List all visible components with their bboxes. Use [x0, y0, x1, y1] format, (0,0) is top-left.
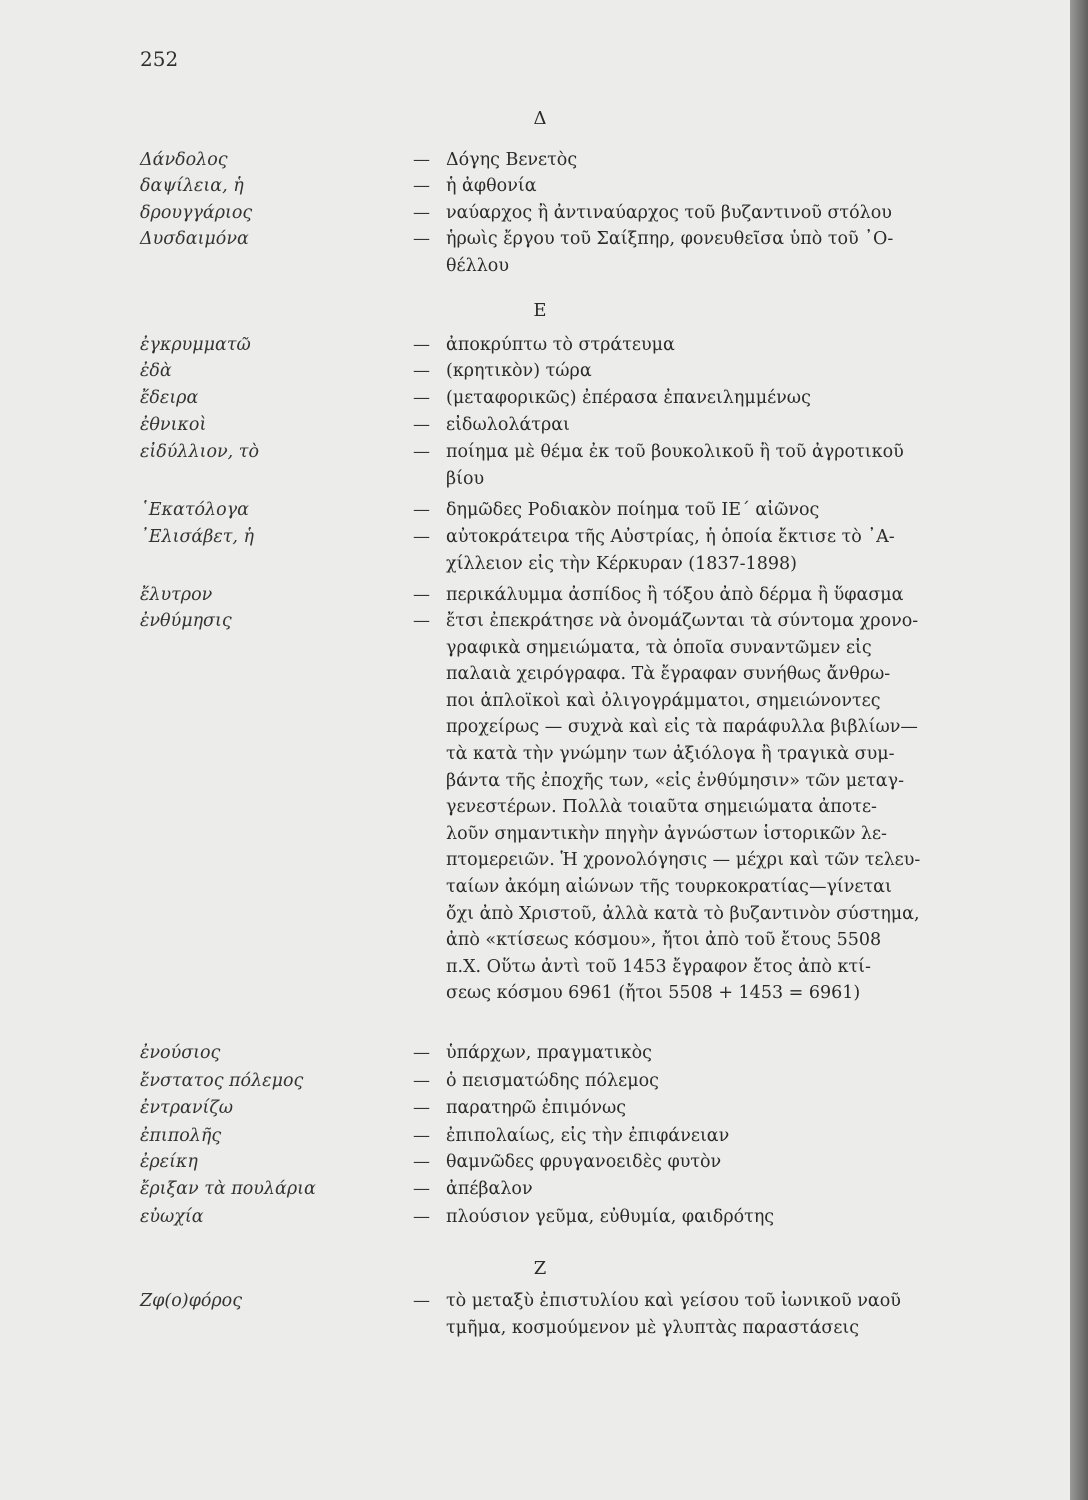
- definition-line: θαμνῶδες φρυγανοειδὲς φυτὸν: [446, 1152, 722, 1172]
- glossary-definition: [446, 358, 964, 385]
- entry-dash: —: [413, 1152, 430, 1172]
- glossary-term: δαψίλεια, ἡ: [140, 176, 244, 196]
- entry-dash: —: [413, 415, 430, 435]
- glossary-definition: [446, 1176, 964, 1203]
- definition-line: ἀπὸ «κτίσεως κόσμου», ἤτοι ἀπὸ τοῦ ἔτους 5508: [446, 930, 882, 951]
- entry-dash: —: [413, 1043, 430, 1063]
- glossary-definition: [446, 582, 964, 609]
- glossary-term: ἐδὰ: [140, 361, 172, 381]
- section-heading-letter: Ζ: [533, 1258, 547, 1279]
- glossary-term: Ζφ(ο)φόρος: [140, 1291, 243, 1311]
- definition-line: τὰ κατὰ τὴν γνώμην των ἀξιόλογα ἢ τραγικὰ συμ-: [446, 743, 895, 764]
- entry-dash: —: [413, 1126, 430, 1146]
- definition-line: περικάλυμμα ἀσπίδος ἢ τόξου ἀπὸ δέρμα ἢ ὕφασμα: [446, 585, 904, 605]
- section-heading-letter: Δ: [533, 108, 547, 129]
- glossary-definition: [446, 1040, 964, 1067]
- definition-line: χίλλειον εἰς τὴν Κέρκυραν (1837-1898): [446, 553, 797, 574]
- entry-dash: —: [413, 176, 430, 196]
- glossary-definition: [446, 1149, 964, 1176]
- entry-dash: —: [413, 335, 430, 355]
- entry-dash: —: [413, 442, 430, 462]
- definition-line: ναύαρχος ἢ ἀντιναύαρχος τοῦ βυζαντινοῦ στόλου: [446, 203, 892, 223]
- definition-line: γραφικὰ σημειώματα, τὰ ὁποῖα συναντῶμεν εἰς: [446, 637, 872, 658]
- glossary-definition: [446, 200, 964, 227]
- definition-line: λοῦν σημαντικὴν πηγὴν ἀγνώστων ἱστορικῶν λε-: [446, 823, 887, 844]
- definition-line: ὑπάρχων, πραγματικὸς: [446, 1043, 652, 1063]
- entry-dash: —: [413, 1179, 430, 1199]
- definition-line: σεως κόσμου 6961 (ἤτοι 5508 + 1453 = 6961): [446, 983, 861, 1004]
- glossary-term: εὐωχία: [140, 1207, 204, 1227]
- glossary-term: ἐπιπολῆς: [140, 1126, 222, 1146]
- glossary-term: Δάνδολος: [140, 150, 228, 170]
- entry-dash: —: [413, 388, 430, 408]
- definition-line: πτομερειῶν. Ἡ χρονολόγησις — μέχρι καὶ τῶν τελευ-: [446, 850, 921, 871]
- glossary-term: Δυσδαιμόνα: [140, 229, 249, 249]
- glossary-term: ἐγκρυμματῶ: [140, 335, 251, 355]
- definition-line: ἡ ἀφθονία: [446, 176, 537, 196]
- definition-line: γενεστέρων. Πολλὰ τοιαῦτα σημειώματα ἀποτε-: [446, 797, 877, 818]
- glossary-term: εἰδύλλιον, τὸ: [140, 442, 259, 462]
- definition-line: παρατηρῶ ἐπιμόνως: [446, 1098, 627, 1118]
- entry-dash: —: [413, 229, 430, 249]
- glossary-definition: [446, 608, 964, 1007]
- entry-dash: —: [413, 585, 430, 605]
- page-edge-shadow: [1070, 0, 1088, 1500]
- glossary-term: ἔριξαν τὰ πουλάρια: [140, 1179, 316, 1199]
- definition-line: ἡρωὶς ἔργου τοῦ Σαίξπηρ, φονευθεῖσα ὑπὸ τοῦ ᾿Ο-: [446, 229, 894, 249]
- definition-line: ἀπέβαλον: [446, 1179, 533, 1199]
- definition-line: πλούσιον γεῦμα, εὐθυμία, φαιδρότης: [446, 1207, 775, 1227]
- glossary-definition: [446, 412, 964, 439]
- definition-line: αὐτοκράτειρα τῆς Αὐστρίας, ἡ ὁποία ἔκτισε τὸ ᾿Α-: [446, 527, 895, 547]
- page-number: 252: [140, 47, 179, 71]
- glossary-definition: [446, 1204, 964, 1231]
- definition-line: ἔτσι ἐπεκράτησε νὰ ὀνομάζωνται τὰ σύντομα χρονο-: [446, 611, 919, 631]
- definition-line: (κρητικὸν) τώρα: [446, 361, 592, 381]
- definition-line: π.Χ. Οὕτω ἀντὶ τοῦ 1453 ἔγραφον ἔτος ἀπὸ κτί-: [446, 956, 871, 977]
- glossary-term: ῾Εκατόλογα: [140, 500, 249, 520]
- glossary-term: ἔλυτρον: [140, 585, 213, 605]
- definition-line: βίου: [446, 468, 485, 489]
- glossary-term: ἐντρανίζω: [140, 1098, 234, 1118]
- glossary-definition: [446, 226, 964, 279]
- definition-line: εἰδωλολάτραι: [446, 415, 570, 435]
- definition-line: ταίων ἀκόμη αἰώνων τῆς τουρκοκρατίας—γίνεται: [446, 876, 892, 897]
- glossary-term: δρουγγάριος: [140, 203, 253, 223]
- entry-dash: —: [413, 361, 430, 381]
- entry-dash: —: [413, 203, 430, 223]
- entry-dash: —: [413, 1071, 430, 1091]
- definition-line: προχείρως — συχνὰ καὶ εἰς τὰ παράφυλλα βιβλίων—: [446, 717, 918, 738]
- glossary-term: ᾿Ελισάβετ, ἡ: [140, 527, 255, 547]
- definition-line: (μεταφορικῶς) ἐπέρασα ἐπανειλημμένως: [446, 388, 811, 408]
- glossary-definition: [446, 524, 964, 577]
- glossary-definition: [446, 173, 964, 200]
- glossary-definition: [446, 1123, 964, 1150]
- entry-dash: —: [413, 1207, 430, 1227]
- glossary-definition: [446, 385, 964, 412]
- definition-line: παλαιὰ χειρόγραφα. Τὰ ἔγραφαν συνήθως ἄνθρω-: [446, 664, 891, 685]
- definition-line: τμῆμα, κοσμούμενον μὲ γλυπτὰς παραστάσεις: [446, 1317, 860, 1338]
- glossary-term: ἐρείκη: [140, 1152, 198, 1172]
- definition-line: δημῶδες Ροδιακὸν ποίημα τοῦ ΙΕ΄ αἰῶνος: [446, 500, 820, 520]
- glossary-definition: [446, 1095, 964, 1122]
- definition-line: ποίημα μὲ θέμα ἐκ τοῦ βουκολικοῦ ἢ τοῦ ἀγροτικοῦ: [446, 442, 904, 462]
- glossary-definition: [446, 1068, 964, 1095]
- glossary-definition: [446, 439, 964, 492]
- definition-line: τὸ μεταξὺ ἐπιστυλίου καὶ γείσου τοῦ ἰωνικοῦ ναοῦ: [446, 1291, 901, 1311]
- glossary-definition: [446, 1288, 964, 1341]
- definition-line: ποι ἁπλοϊκοὶ καὶ ὀλιγογράμματοι, σημειώνοντες: [446, 690, 881, 711]
- definition-line: ἐπιπολαίως, εἰς τὴν ἐπιφάνειαν: [446, 1126, 730, 1146]
- definition-line: Δόγης Βενετὸς: [446, 150, 578, 170]
- definition-line: ἀποκρύπτω τὸ στράτευμα: [446, 335, 675, 355]
- glossary-term: ἐθνικοὶ: [140, 415, 207, 435]
- definition-line: θέλλου: [446, 255, 509, 276]
- entry-dash: —: [413, 500, 430, 520]
- section-heading-letter: Ε: [533, 300, 547, 321]
- glossary-definition: [446, 147, 964, 174]
- entry-dash: —: [413, 527, 430, 547]
- glossary-definition: [446, 332, 964, 359]
- entry-dash: —: [413, 150, 430, 170]
- entry-dash: —: [413, 1098, 430, 1118]
- glossary-term: ἔδειρα: [140, 388, 199, 408]
- entry-dash: —: [413, 611, 430, 631]
- glossary-term: ἐνούσιος: [140, 1043, 221, 1063]
- glossary-term: ἔνστατος πόλεμος: [140, 1071, 304, 1091]
- definition-line: βάντα τῆς ἐποχῆς των, «εἰς ἐνθύμησιν» τῶν μεταγ-: [446, 770, 904, 791]
- entry-dash: —: [413, 1291, 430, 1311]
- definition-line: ὁ πεισματώδης πόλεμος: [446, 1071, 659, 1091]
- glossary-term: ἐνθύμησις: [140, 611, 232, 631]
- glossary-definition: [446, 497, 964, 524]
- definition-line: ὄχι ἀπὸ Χριστοῦ, ἀλλὰ κατὰ τὸ βυζαντινὸν σύστημα,: [446, 903, 920, 924]
